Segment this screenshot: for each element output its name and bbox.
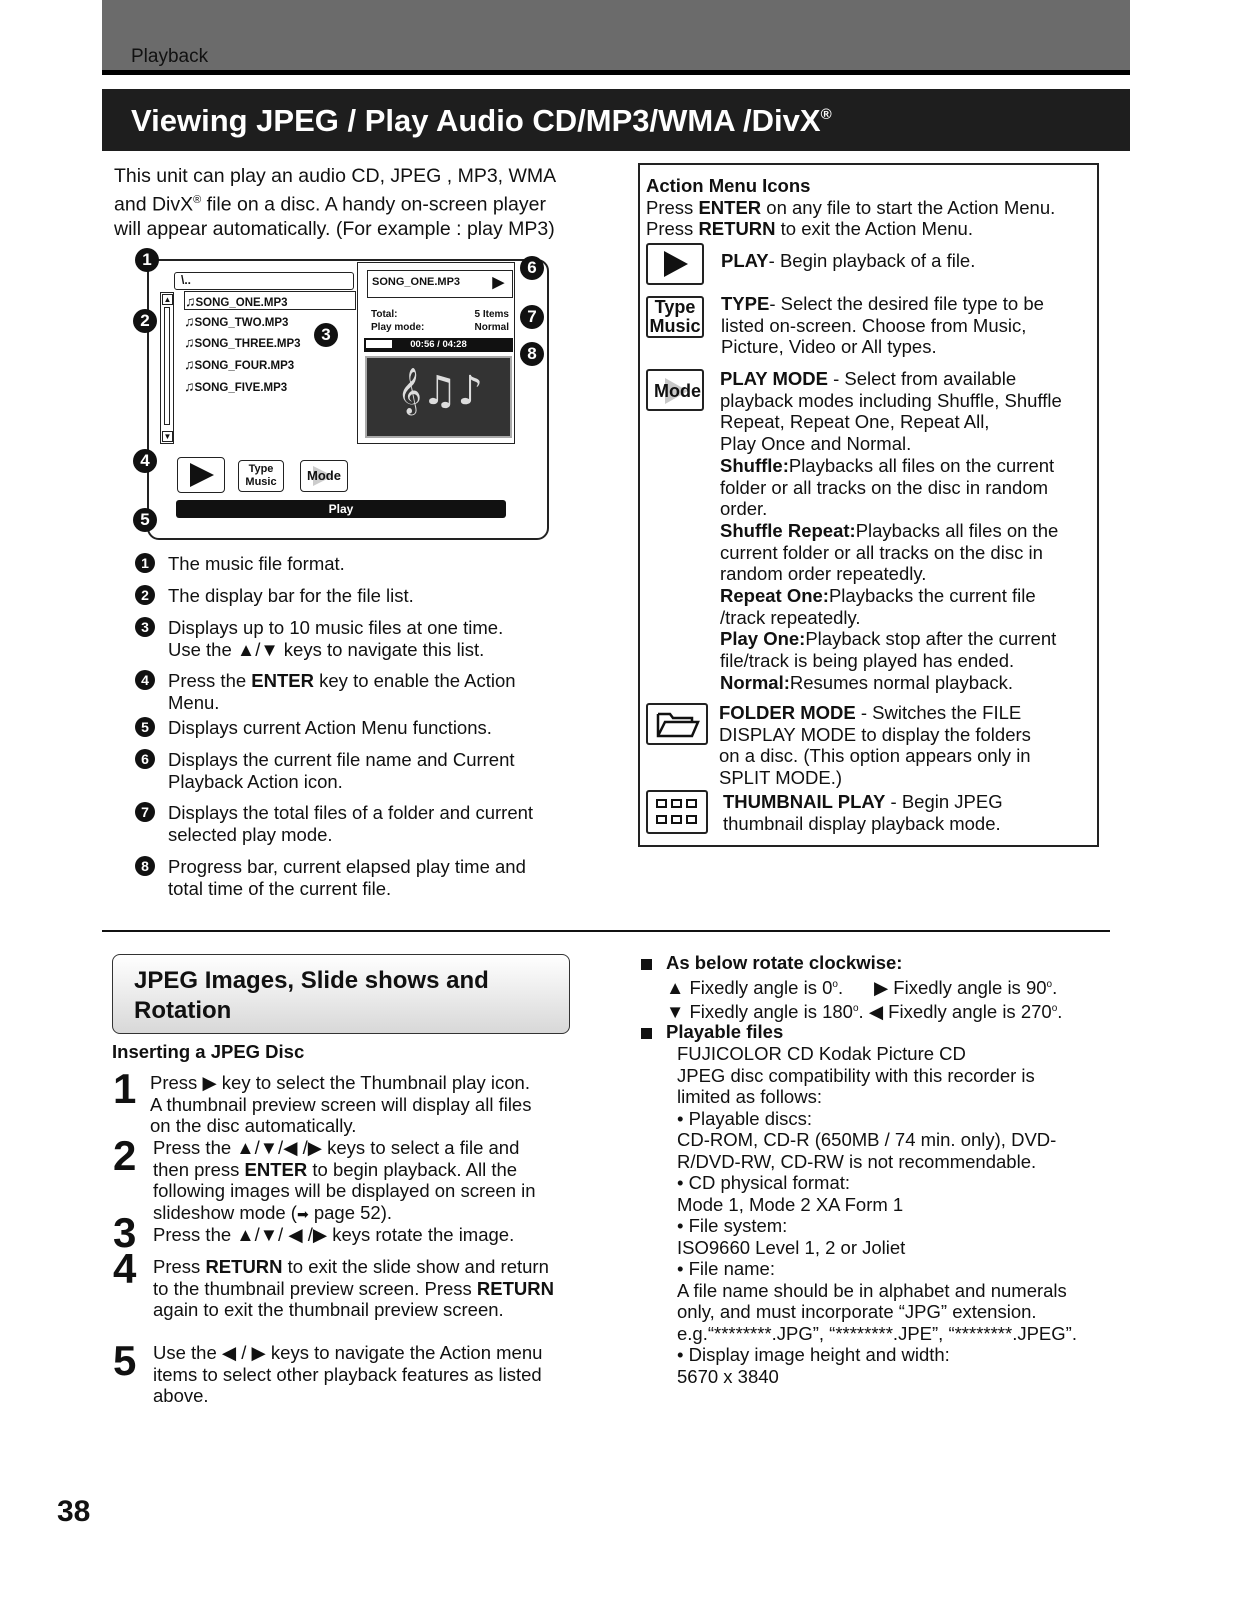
mode-action-button: Mode (300, 460, 348, 492)
thumbnail-play-description: THUMBNAIL PLAY - Begin JPEG thumbnail display playback mode. (723, 791, 1003, 834)
legend-badge-6: 6 (135, 749, 155, 769)
legend-badge-4: 4 (135, 670, 155, 690)
rotate-section: As below rotate clockwise: ▲ Fixedly angle is 0$^o$. ▶ Fixedly angle is 90$^o$. ▼ Fixedly angle is 180$^o$. ◀ Fixedly angle is 270$^o$. (666, 952, 1063, 1023)
action-menu-intro: Action Menu Icons Press ENTER on any file to start the Action Menu. Press RETURN to exit the Action Menu. (646, 175, 1056, 240)
page-ref-arrow-icon: ➡ (296, 1205, 309, 1222)
file-list (184, 293, 356, 441)
music-notes-icon: 𝄞♫♪ (398, 368, 484, 414)
bullet-square-icon (641, 959, 652, 970)
progress-fill (366, 340, 392, 348)
open-folder-icon (648, 705, 706, 743)
step-3: Press the ▲/▼/ ◀ /▶ keys rotate the image. (153, 1224, 515, 1245)
jpeg-section-title: JPEG Images, Slide shows and Rotation (134, 967, 489, 1024)
scroll-down-icon: ▼ (163, 432, 172, 441)
legend-item-8: Progress bar, current elapsed play time and total time of the current file. (168, 856, 526, 899)
play-icon (648, 245, 702, 283)
section-divider (102, 930, 1110, 932)
legend-item-2: The display bar for the file list. (168, 585, 414, 606)
legend-item-6: Displays the current file name and Current Playback Action icon. (168, 749, 515, 792)
legend-item-5: Displays current Action Menu functions. (168, 717, 492, 738)
callout-2: 2 (133, 309, 157, 333)
list-item: ♫SONG_FOUR.MP3 (184, 356, 295, 372)
step-2: Press the ▲/▼/◀ /▶ keys to select a file and then press ENTER to begin playback. All the following images will be displayed on screen in slideshow mode (➡ page 52). (153, 1137, 536, 1223)
progress-bar: 00:56 / 04:28 (364, 338, 513, 352)
legend-item-4: Press the ENTER key to enable the Action Menu. (168, 670, 516, 713)
legend-item-7: Displays the total files of a folder and current selected play mode. (168, 802, 534, 845)
callout-8: 8 (520, 342, 544, 366)
music-note-icon: ♫ (184, 356, 195, 372)
type-music-icon: Type Music (646, 296, 704, 338)
step-number: 5 (113, 1337, 137, 1384)
now-playing-box: SONG_ONE.MP3 ▶ (367, 270, 513, 298)
legend-badge-7: 7 (135, 802, 155, 822)
bullet-square-icon (641, 1028, 652, 1039)
mode-icon: Mode (646, 369, 704, 411)
step-4: Press RETURN to exit the slide show and return to the thumbnail preview screen. Press RETURN again to exit the thumbnail preview screen. (153, 1256, 554, 1320)
callout-3: 3 (314, 323, 338, 347)
play-description: PLAY- Begin playback of a file. (721, 250, 976, 271)
legend-badge-1: 1 (135, 553, 155, 573)
inserting-jpeg-heading: Inserting a JPEG Disc (112, 1041, 305, 1062)
play-icon (186, 461, 216, 489)
page-number: 38 (57, 1495, 91, 1528)
header-rule (102, 70, 1130, 75)
list-item: ♫SONG_THREE.MP3 (184, 334, 301, 350)
file-list-scrollbar (160, 292, 174, 444)
step-number: 2 (113, 1132, 137, 1179)
legend-item-3: Displays up to 10 music files at one time. Use the ▲/▼ keys to navigate this list. (168, 617, 504, 660)
scroll-up-icon: ▲ (163, 295, 172, 304)
action-label-bar: Play (176, 500, 506, 518)
header-bar (102, 0, 1130, 72)
step-number: 3 (113, 1209, 137, 1256)
callout-7: 7 (520, 305, 544, 329)
playable-files-list: FUJICOLOR CD Kodak Picture CD JPEG disc compatibility with this recorder is limited as follows: • Playable discs: CD-ROM, CD-R (650MB / 74 min. only), DVD- R/DVD-RW, CD-RW is not recommendable. • CD physical format: Mode 1, Mode 2 XA Form 1 • File system: ISO9660 Level 1, 2 or Joliet • File name: A file name should be in alphabet and numerals only, and must incorporate “JPG” extension. e.g.“********.JPG”, “********.JPE”, “********.JPEG”. • Display image height and width: 5670 x 3840 (677, 1043, 1077, 1387)
callout-4: 4 (133, 449, 157, 473)
intro-text: This unit can play an audio CD, JPEG , MP3, WMA and DivX® file on a disc. A handy on-screen player will appear automatically. (For example : play MP3) (114, 165, 557, 240)
step-5: Use the ◀ / ▶ keys to navigate the Action menu items to select other playback features as listed above. (153, 1342, 543, 1406)
list-item: ♫SONG_FIVE.MP3 (184, 378, 288, 394)
folder-mode-description: FOLDER MODE - Switches the FILE DISPLAY MODE to display the folders on a disc. (This option appears only in SPLIT MODE.) (719, 702, 1031, 789)
scroll-thumb (164, 307, 170, 425)
path-display: \.. (174, 272, 354, 290)
music-note-icon: ♫ (184, 313, 195, 329)
legend-badge-8: 8 (135, 856, 155, 876)
legend-item-1: The music file format. (168, 553, 345, 574)
type-description: TYPE- Select the desired file type to be listed on-screen. Choose from Music, Picture, Video or All types. (721, 293, 1044, 358)
music-note-icon: ♫ (184, 334, 195, 350)
play-action-button (177, 457, 225, 493)
folder-icon (646, 703, 708, 745)
section-label: Playback (131, 46, 209, 67)
legend-badge-5: 5 (135, 717, 155, 737)
list-item: ♫SONG_TWO.MP3 (184, 313, 289, 329)
music-note-icon: ♫ (185, 293, 196, 309)
callout-1: 1 (135, 248, 159, 272)
play-mode-description: PLAY MODE - Select from available playback modes including Shuffle, Shuffle Repeat, Repeat One, Repeat All, Play Once and Normal. Shuffle:Playbacks all files on the current folder or all tracks on the disc in random order. Shuffle Repeat:Playbacks all files on the current folder or all tracks on the disc in random order repeatedly. Repeat One:Playbacks the current file /track repeatedly. Play One:Playback stop after the current file/track is being played has ended. Normal:Resumes normal playback. (720, 368, 1062, 693)
list-item: ♫SONG_ONE.MP3 (184, 291, 356, 310)
type-action-button: Type Music (238, 460, 284, 492)
callout-6: 6 (520, 256, 544, 280)
page-title: Viewing JPEG / Play Audio CD/MP3/WMA /DivX® (131, 103, 832, 138)
total-row: Total: 5 Items (371, 309, 509, 320)
callout-5: 5 (133, 508, 157, 532)
play-icon: ▶ (492, 274, 504, 291)
play-mode-row: Play mode: Normal (371, 322, 509, 333)
legend-badge-2: 2 (135, 585, 155, 605)
playable-files-heading: Playable files (666, 1021, 784, 1042)
play-icon-box (646, 243, 704, 285)
music-note-icon: ♫ (184, 378, 195, 394)
step-1: Press ▶ key to select the Thumbnail play icon. A thumbnail preview screen will display all files on the disc automatically. (150, 1072, 532, 1136)
thumbnail-grid-icon (648, 792, 706, 832)
step-number: 1 (113, 1065, 137, 1112)
legend-badge-3: 3 (135, 617, 155, 637)
step-number: 4 (113, 1245, 137, 1292)
thumbnail-icon (646, 790, 708, 834)
